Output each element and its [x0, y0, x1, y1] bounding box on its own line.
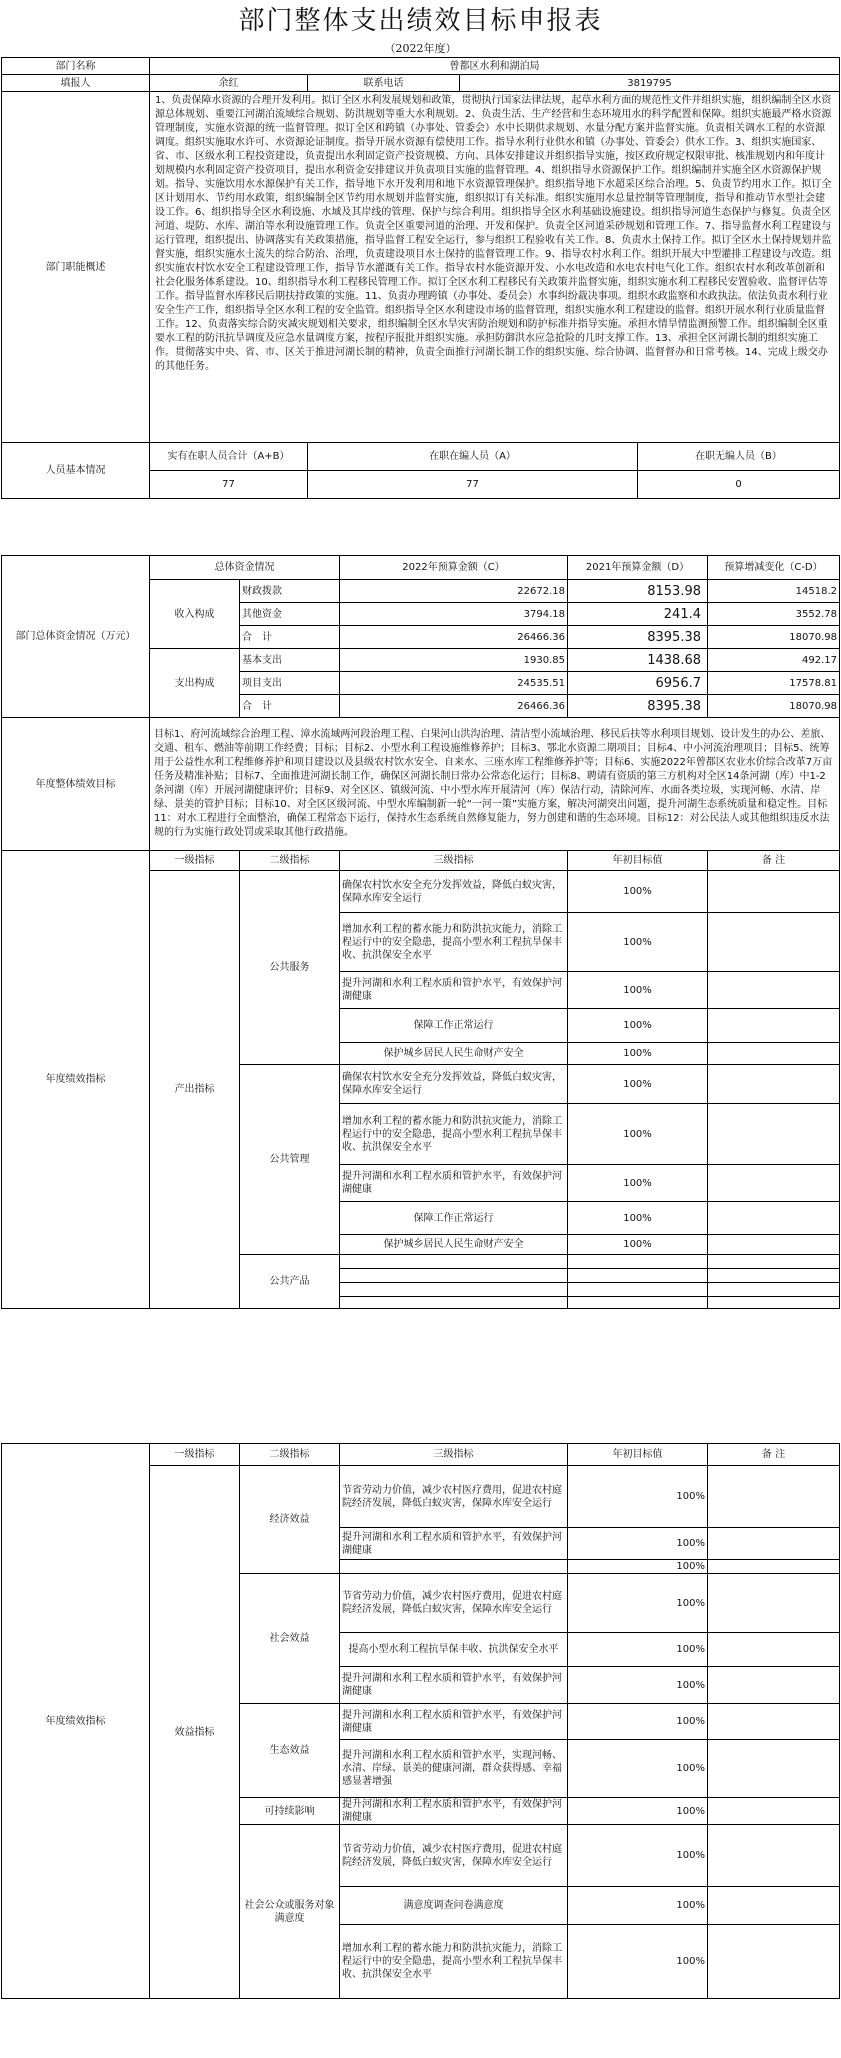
output-note	[708, 1065, 840, 1104]
fund-row-d: 8395.38	[568, 626, 708, 649]
col-l2-header: 二级指标	[240, 851, 340, 871]
effect-l3: 节省劳动力价值，减少农村医疗费用，促进农村庭院经济发展，降低白蚁灾害，保障水库安全运行	[340, 1466, 568, 1528]
output-l3: 保护城乡居民人民生命财产安全	[340, 1043, 568, 1065]
fund-row-name: 合 计	[240, 626, 340, 649]
output-note	[708, 1297, 840, 1309]
output-note	[708, 1104, 840, 1165]
output-target: 100%	[568, 1009, 708, 1043]
effect-label: 年度绩效指标	[2, 1444, 150, 1999]
effect-l3	[340, 1560, 568, 1574]
fund-row-c: 3794.18	[340, 603, 568, 626]
phone-label: 联系电话	[308, 75, 460, 92]
output-note	[708, 871, 840, 913]
effect-target: 100%	[568, 1704, 708, 1740]
output-l2: 公共管理	[240, 1065, 340, 1255]
effect-note	[708, 1740, 840, 1798]
funds-change-header: 预算增减变化（C-D）	[708, 556, 840, 580]
duty-label: 部门职能概述	[2, 92, 150, 443]
effect-l2: 生态效益	[240, 1704, 340, 1798]
effect-l2: 可持续影响	[240, 1798, 340, 1825]
fund-row-name: 其他资金	[240, 603, 340, 626]
funds-table	[1, 555, 840, 718]
funds-2021-header: 2021年预算金额（D）	[568, 556, 708, 580]
output-target	[568, 1283, 708, 1297]
output-label: 年度绩效指标	[2, 851, 150, 1309]
effect-l3: 节省劳动力价值，减少农村医疗费用，促进农村庭院经济发展，降低白蚁灾害，保障水库安全运行	[340, 1825, 568, 1887]
output-target: 100%	[568, 1043, 708, 1065]
output-target: 100%	[568, 1235, 708, 1255]
col-l2-header: 二级指标	[240, 1444, 340, 1466]
output-target: 100%	[568, 871, 708, 913]
fund-row-d: 8395.38	[568, 695, 708, 718]
goals-label: 年度整体绩效目标	[2, 718, 150, 851]
output-l3: 保障工作正常运行	[340, 1009, 568, 1043]
output-target: 100%	[568, 913, 708, 972]
output-l3: 保护城乡居民人民生命财产安全	[340, 1235, 568, 1255]
fund-row-cd: 18070.98	[708, 626, 840, 649]
effect-note	[708, 1466, 840, 1528]
effect-l3: 提升河湖和水利工程水质和管护水平，有效保护河湖健康	[340, 1528, 568, 1560]
output-note	[708, 1235, 840, 1255]
fund-row-name: 合 计	[240, 695, 340, 718]
output-target: 100%	[568, 1165, 708, 1202]
effect-l3: 提升河湖和水利工程水质和管护水平，有效保护河湖健康	[340, 1798, 568, 1825]
output-note	[708, 1043, 840, 1065]
col-l1-header: 一级指标	[150, 1444, 240, 1466]
effect-l3: 提升河湖和水利工程水质和管护水平，实现河畅、水清、岸绿、景美的健康河湖，群众获得感、幸福感显著增强	[340, 1740, 568, 1798]
effect-note	[708, 1704, 840, 1740]
col-l1-header: 一级指标	[150, 851, 240, 871]
goals-table	[1, 717, 840, 851]
fund-row-name: 项目支出	[240, 672, 340, 695]
staff-a-value: 77	[308, 471, 638, 499]
output-l3: 增加水利工程的蓄水能力和防洪抗灾能力，消除工程运行中的安全隐患，提高小型水利工程抗旱保丰收、抗洪保安全水平	[340, 913, 568, 972]
effect-target: 100%	[568, 1825, 708, 1887]
fund-row-d: 1438.68	[568, 649, 708, 672]
fund-row-cd: 18070.98	[708, 695, 840, 718]
output-target: 100%	[568, 1104, 708, 1165]
effect-note	[708, 1798, 840, 1825]
funds-label: 部门总体资金情况（万元）	[2, 556, 150, 718]
output-l3: 增加水利工程的蓄水能力和防洪抗灾能力，消除工程运行中的安全隐患，提高小型水利工程抗旱保丰收、抗洪保安全水平	[340, 1104, 568, 1165]
effect-l3: 增加水利工程的蓄水能力和防洪抗灾能力，消除工程运行中的安全隐患，提高小型水利工程抗旱保丰收、抗洪保安全水平	[340, 1925, 568, 1999]
effect-note	[708, 1925, 840, 1999]
effect-l1: 效益指标	[150, 1466, 240, 1999]
effect-note	[708, 1633, 840, 1667]
funds-2022-header: 2022年预算金额（C）	[340, 556, 568, 580]
output-target: 100%	[568, 972, 708, 1009]
dept-name-label: 部门名称	[2, 58, 150, 75]
fund-row-d: 8153.98	[568, 580, 708, 603]
fund-row-c: 24535.51	[340, 672, 568, 695]
staff-label: 人员基本情况	[2, 443, 150, 499]
effect-note	[708, 1560, 840, 1574]
col-target-header: 年初目标值	[568, 1444, 708, 1466]
effect-l2: 社会效益	[240, 1574, 340, 1704]
output-l2: 公共服务	[240, 871, 340, 1065]
effect-l3: 提升河湖和水利工程水质和管护水平，有效保护河湖健康	[340, 1704, 568, 1740]
effect-target: 100%	[568, 1633, 708, 1667]
fund-row-name: 基本支出	[240, 649, 340, 672]
staff-a-header: 在职在编人员（A）	[308, 443, 638, 471]
output-note	[708, 913, 840, 972]
phone-value: 3819795	[460, 75, 840, 92]
effect-l3: 提高小型水利工程抗旱保丰收、抗洪保安全水平	[340, 1633, 568, 1667]
output-note	[708, 1202, 840, 1235]
goals-text: 目标1、府河流域综合治理工程、漳水流域两河段治理工程、白果河山洪沟治理、清洁型小流域治理、移民后扶等水利项目规划、设计发生的办公、差旅、交通、租车、燃油等前期工作经费；目标；目标2、小型水利工程设施维修养护；目标3、鄂北水资源二期项目；目标4、中小河流治理项目；目标5、统筹用于公益性水利工程维修养护和项目建设以及县级农村饮水安全、自来水、三座水库工程维修养护等；目标6、实施2022年曾都区农业水价综合改革7万亩任务及精准补贴；目标7、全面推进河湖长制工作，确保区河湖长制日常办公常态化运行；目标8、聘请有资质的第三方机构对全区14条河湖（库）中1-2条河湖（库）开展河湖健康评价；目标9、对全区区、镇级河流、中小型水库开展清河（库）保洁行动，清除河库、水面各类垃圾，实现河畅、水清、岸绿、景美的管护目标；目标10、对全区区级河流、中型水库编制新一轮“一河一策”实施方案，解决河湖突出问题，提升河湖生态系统质量和稳定性。目标11：对水工程进行全面整治，确保工程常态下运行，保持水生态系统自然修复能力，努力创建和谐的生态环境。目标12：对公民法人或其他组织违反水法规的行为实施行政处罚或采取其他行政措施。	[150, 718, 840, 851]
staff-b-header: 在职无编人员（B）	[638, 443, 840, 471]
output-target	[568, 1255, 708, 1269]
output-note	[708, 1009, 840, 1043]
expense-label: 支出构成	[150, 649, 240, 718]
effect-l3: 满意度调查问卷满意度	[340, 1887, 568, 1925]
effect-target: 100%	[568, 1560, 708, 1574]
fund-row-name: 财政拨款	[240, 580, 340, 603]
dept-name-value: 曾都区水利和湖泊局	[150, 58, 840, 75]
effect-l3: 提升河湖和水利工程水质和管护水平，有效保护河湖健康	[340, 1667, 568, 1704]
effect-note	[708, 1574, 840, 1633]
fund-row-cd: 3552.78	[708, 603, 840, 626]
duty-text: 1、负责保障水资源的合理开发利用。拟订全区水利发展规划和政策，贯彻执行国家法律法规，起草水利方面的规范性文件并组织实施，组织编制全区水资源总体规划、重要江河湖泊流域综合规划、防洪规划等重大水利规划。2、负责生活、生产经营和生态环境用水的科学配置和保障。组织实施最严格水资源管理制度，实施水资源的统一监督管理。拟订全区和跨镇（办事处、管委会）水中长期供求规划、水量分配方案并监督实施。负责相关调水工程的水资源调度。组织实施取水许可、水资源论证制度。指导开展水资源有偿使用工作。指导水利行业供水和镇（办事处、管委会）供水工作。3、组织实施国家、省、市、区级水利工程投资建设，负责提出水利固定资产投资规模、方向、具体安排建议并组织指导实施，按区政府规定权限审批、核准规划内和年度计划规模内水利固定资产投资项目，提出水利资金安排建议并负责项目实施的监督管理。4、组织指导水资源保护工作。组织编制并实施全区水资源保护规划。指导、实施饮用水水源保护有关工作，指导地下水开发利用和地下水资源管理保护。组织指导地下水超采区综合治理。5、负责节约用水工作。拟订全区计划用水、节约用水政策，组织编制全区节约用水规划并监督实施，组织拟订有关标准。组织实施用水总量控制等管理制度，指导和推动节水型社会建设工作。6、组织指导全区水利设施、水域及其岸线的管理、保护与综合利用。组织指导全区水利基础设施建设。组织指导河道生态保护与修复。负责全区河道、堤防、水库、湖泊等水利设施管理工作。负责全区重要河道的治理、开发和保护。负责全区河道采砂规划和管理工作。7、指导监督水利工程建设与运行管理，组织提出、协调落实有关政策措施，指导监督工程安全运行，参与组织工程验收有关工作。8、负责水土保持工作。拟订全区水土保持规划并监督实施，组织实施水土流失的综合防治、治理，负责建设项目水土保持的监督管理工作。9、指导农村水利工作。组织开展大中型灌排工程建设与改造。组织实施农村饮水安全工程建设管理工作，指导节水灌溉有关工作。指导农村水能资源开发、小水电改造和水电农村电气化工作。组织农村水利改革创新和社会化服务体系建设。10、组织指导水利工程移民管理工作。拟订全区水利工程移民有关政策并监督实施，组织实施水利工程移民安置验收、监督评估等工作。指导监督水库移民后期扶持政策的实施。11、负责办理跨镇（办事处、委员会）水事纠纷裁决事项。组织水政监察和水政执法。依法负责水利行业安全生产工作，组织指导全区水利工程的安全监管。组织指导全区水利建设市场的监督管理，组织实施水利工程建设的监督。组织开展水利行业质量监督工作。12、负责落实综合防灾减灾规划相关要求，组织编制全区水旱灾害防治规划和防护标准并指导实施。承担水情旱情监测预警工作。组织编制全区重要水工程的防汛抗旱调度及应急水量调度方案，按程序报批并组织实施。承担防御洪水应急抢险的几时支撑工作。13、承担全区河湖长制的组织实施工作。贯彻落实中央、省、市、区关于推进河湖长制的精神，负责全面推行河湖长制工作的组织实施、综合协调、监督督办和日常考核。14、完成上级交办的其他任务。	[150, 92, 840, 443]
fund-row-c: 26466.36	[340, 695, 568, 718]
effect-note	[708, 1825, 840, 1887]
output-target: 100%	[568, 1202, 708, 1235]
effect-target: 100%	[568, 1667, 708, 1704]
effect-note	[708, 1667, 840, 1704]
output-indicators-table	[1, 850, 840, 1309]
effect-target: 100%	[568, 1740, 708, 1798]
fund-row-d: 6956.7	[568, 672, 708, 695]
filler-label: 填报人	[2, 75, 150, 92]
output-note	[708, 972, 840, 1009]
output-l1: 产出指标	[150, 871, 240, 1309]
output-note	[708, 1269, 840, 1283]
staff-b-value: 0	[638, 471, 840, 499]
page-title: 部门整体支出绩效目标申报表	[238, 6, 603, 36]
page-year: （2022年度）	[384, 42, 457, 55]
income-label: 收入构成	[150, 580, 240, 649]
col-l3-header: 三级指标	[340, 851, 568, 871]
fund-row-c: 22672.18	[340, 580, 568, 603]
filler-value: 余红	[150, 75, 308, 92]
effect-target: 100%	[568, 1798, 708, 1825]
effect-target: 100%	[568, 1466, 708, 1528]
col-l3-header: 三级指标	[340, 1444, 568, 1466]
output-target: 100%	[568, 1065, 708, 1104]
effect-target: 100%	[568, 1925, 708, 1999]
header-table	[1, 57, 840, 499]
fund-row-cd: 14518.2	[708, 580, 840, 603]
fund-row-d: 241.4	[568, 603, 708, 626]
output-l3: 提升河湖和水利工程水质和管护水平，有效保护河湖健康	[340, 972, 568, 1009]
output-l2: 公共产品	[240, 1255, 340, 1309]
effect-note	[708, 1528, 840, 1560]
fund-row-cd: 17578.81	[708, 672, 840, 695]
output-l3: 提升河湖和水利工程水质和管护水平，有效保护河湖健康	[340, 1165, 568, 1202]
output-note	[708, 1255, 840, 1269]
effect-target: 100%	[568, 1528, 708, 1560]
col-target-header: 年初目标值	[568, 851, 708, 871]
funds-overall-header: 总体资金情况	[150, 556, 340, 580]
staff-total-value: 77	[150, 471, 308, 499]
effect-note	[708, 1887, 840, 1925]
output-note	[708, 1283, 840, 1297]
output-l3	[340, 1269, 568, 1283]
output-l3	[340, 1297, 568, 1309]
output-l3: 保障工作正常运行	[340, 1202, 568, 1235]
effect-indicators-table	[1, 1443, 840, 1999]
fund-row-c: 26466.36	[340, 626, 568, 649]
output-target	[568, 1297, 708, 1309]
output-l3: 确保农村饮水安全充分发挥效益，降低白蚁灾害，保障水库安全运行	[340, 1065, 568, 1104]
effect-target: 100%	[568, 1574, 708, 1633]
output-note	[708, 1165, 840, 1202]
staff-total-header: 实有在职人员合计（A+B）	[150, 443, 308, 471]
effect-l2: 社会公众或服务对象满意度	[240, 1825, 340, 1999]
output-l3: 确保农村饮水安全充分发挥效益，降低白蚁灾害，保障水库安全运行	[340, 871, 568, 913]
effect-target: 100%	[568, 1887, 708, 1925]
output-target	[568, 1269, 708, 1283]
effect-l2: 经济效益	[240, 1466, 340, 1574]
col-note-header: 备 注	[708, 1444, 840, 1466]
col-note-header: 备 注	[708, 851, 840, 871]
fund-row-cd: 492.17	[708, 649, 840, 672]
effect-l3: 节省劳动力价值，减少农村医疗费用，促进农村庭院经济发展，降低白蚁灾害，保障水库安全运行	[340, 1574, 568, 1633]
output-l3	[340, 1255, 568, 1269]
fund-row-c: 1930.85	[340, 649, 568, 672]
output-l3	[340, 1283, 568, 1297]
